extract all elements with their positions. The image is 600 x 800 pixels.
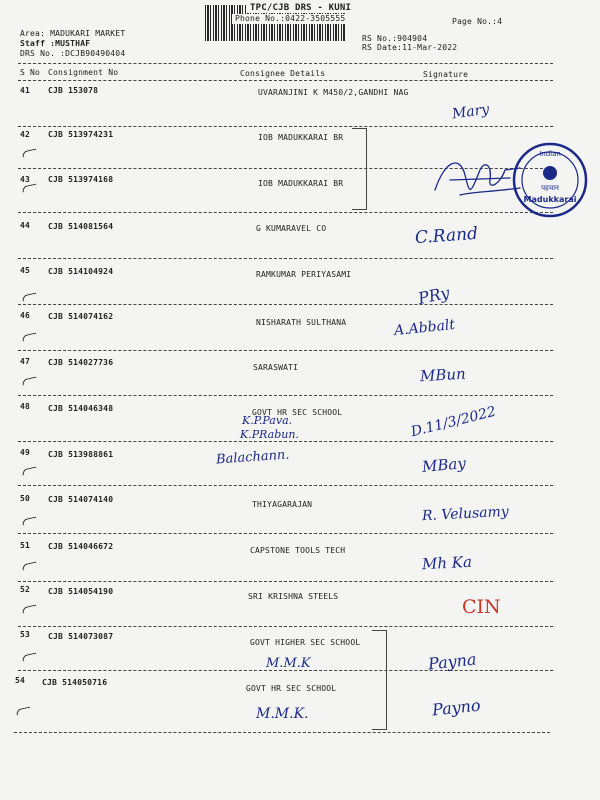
row-divider [18,212,553,213]
row-consignment: CJB 514081564 [48,222,114,231]
row-divider [18,626,553,627]
row-divider [18,485,553,486]
staff-label: Staff :MUSTHAF [20,39,91,48]
row-divider [18,126,553,127]
row-sno: 43 [20,175,31,184]
row-consignment: CJB 513988861 [48,450,114,459]
signature-row-45: PRy [416,282,452,309]
group-bracket [372,630,387,730]
page-number: Page No.:4 [452,17,503,26]
delivered-tick [22,605,38,614]
row-consignment: CJB 514074162 [48,312,114,321]
row-sno: 49 [20,448,31,457]
signature-row-42-43 [430,150,530,205]
row-sno: 41 [20,86,31,95]
row-sno: 48 [20,402,31,411]
row-divider [18,395,553,396]
row-consignment: CJB 153078 [48,86,99,95]
column-consignee: Consignee Details [240,69,326,78]
row-consignee: GOVT HR SEC SCHOOL [246,684,337,693]
row-consignee: NISHARATH SULTHANA [256,318,347,327]
group-bracket [352,128,367,210]
receiver-name-row-54: M.M.K. [256,706,309,722]
column-consignment: Consignment No [48,68,119,77]
signature-row-50: R. Velusamy [421,503,510,525]
sheet-title: TPC/CJB DRS - KUNI [247,3,354,13]
row-consignee: G KUMARAVEL CO [256,224,327,233]
row-consignee: CAPSTONE TOOLS TECH [250,546,346,555]
header-divider-bottom [18,80,553,81]
row-consignee: SARASWATI [253,363,299,372]
delivered-tick [22,333,38,342]
receiver-name-row-49: Balachann. [215,447,290,468]
column-sno: S No [20,68,41,77]
row-consignee: GOVT HIGHER SEC SCHOOL [250,638,361,647]
receiver-name-row-53: M.M.K [266,656,311,671]
rs-number: RS No.:904904 [362,34,428,43]
row-consignee: UVARANJINI K M450/2,GANDHI NAG [258,88,409,97]
delivered-tick [16,707,32,716]
row-consignee: RAMKUMAR PERIYASAMI [256,270,352,279]
row-sno: 45 [20,266,31,275]
delivered-tick [22,293,38,302]
row-sno: 52 [20,585,31,594]
signature-row-49: MBay [421,454,467,476]
delivered-tick [22,377,38,386]
row-divider [18,581,553,582]
row-sno: 46 [20,311,31,320]
signature-row-46: A.Abbalt [393,316,456,340]
row-divider [14,732,550,733]
signature-row-52: CIN [462,596,501,618]
row-consignment: CJB 514046672 [48,542,114,551]
stamp-text-bottom: Madukkarai [523,195,577,204]
row-sno: 42 [20,130,31,139]
receiver-name-row-48b: K.PRabun. [240,428,299,441]
delivered-tick [22,562,38,571]
row-consignee: THIYAGARAJAN [252,500,313,509]
row-consignment: CJB 514050716 [42,678,108,687]
row-divider [18,258,553,259]
stamp-text-top: Indian [539,150,561,158]
row-sno: 51 [20,541,31,550]
column-signature: Signature [423,70,469,79]
row-consignment: CJB 514104924 [48,267,114,276]
row-consignee: IOB MADUKKARAI BR [258,133,344,142]
row-consignment: CJB 514074140 [48,495,114,504]
delivered-tick [22,467,38,476]
row-consignment: CJB 514046348 [48,404,114,413]
delivered-tick [22,149,38,158]
row-sno: 53 [20,630,31,639]
row-consignment: CJB 514054190 [48,587,114,596]
receiver-name-row-48a: K.P.Pava. [242,414,293,427]
header-divider-top [18,63,553,64]
row-sno: 54 [15,676,26,685]
row-consignment: CJB 513974231 [48,130,114,139]
row-sno: 50 [20,494,31,503]
rs-date: RS Date:11-Mar-2022 [362,43,458,52]
signature-row-44: C.Rand [414,223,479,249]
delivered-tick [22,517,38,526]
stamp-text-middle: पहचान [541,184,559,192]
signature-row-53: Payna [427,649,478,674]
row-divider [18,441,553,442]
row-divider [18,304,553,305]
row-divider [18,350,553,351]
row-divider [18,533,553,534]
signature-row-41: Mary [451,101,491,123]
area-label: Area: MADUKARI MARKET [20,29,126,38]
row-consignment: CJB 513974168 [48,175,114,184]
delivered-tick [22,653,38,662]
row-consignment: CJB 514073087 [48,632,114,641]
signature-row-48: D.11/3/2022 [409,403,498,441]
row-consignment: CJB 514027736 [48,358,114,367]
row-sno: 44 [20,221,31,230]
signature-row-51: Mh Ka [421,552,473,574]
row-consignee: GOVT HR SEC SCHOOL [252,408,343,417]
phone-number: Phone No.:0422-3505555 [232,14,348,24]
signature-row-47: MBun [419,364,467,386]
drs-number: DRS No. :DCJB90490404 [20,49,126,58]
row-consignee: SRI KRISHNA STEELS [248,592,339,601]
signature-row-54: Payno [431,695,482,720]
row-consignee: IOB MADUKKARAI BR [258,179,344,188]
row-sno: 47 [20,357,31,366]
